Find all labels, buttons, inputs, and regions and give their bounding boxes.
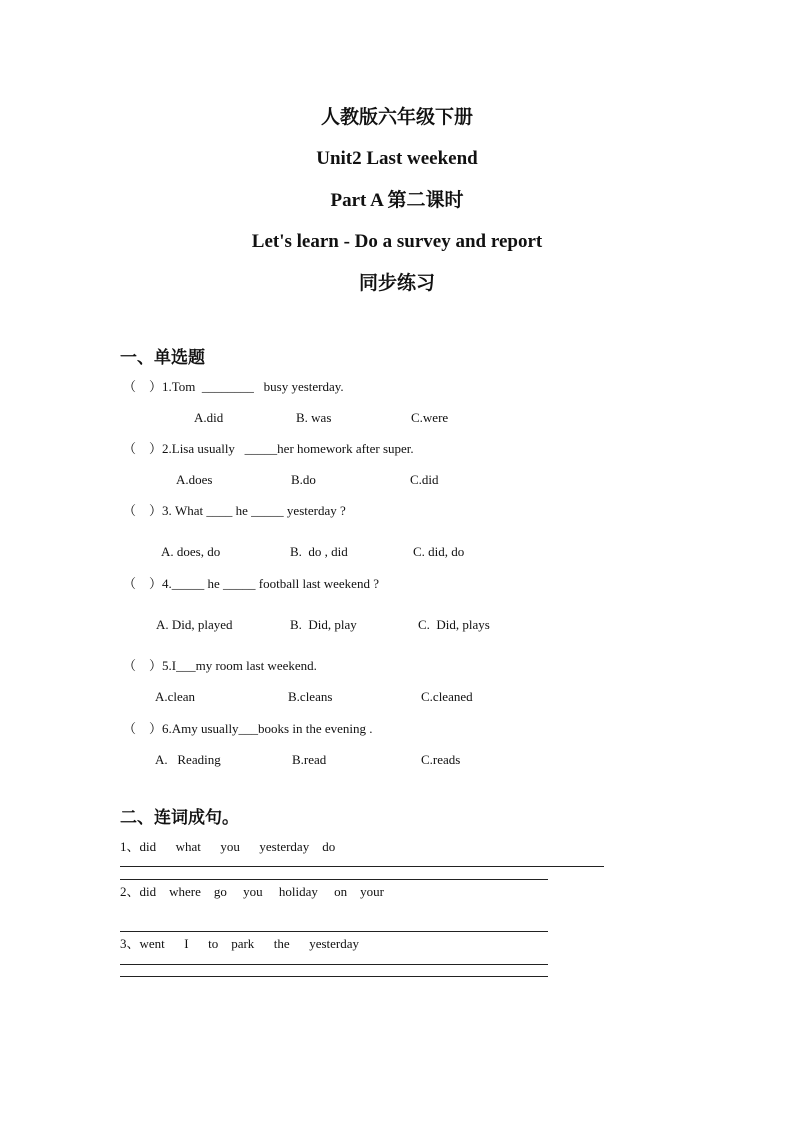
answer-line	[120, 976, 548, 977]
question-1-option-c: C.were	[411, 410, 449, 425]
question-4-option-b: B. Did, play	[290, 617, 357, 632]
sentence-item-1: 1、did what you yesterday do	[120, 839, 336, 854]
question-6-option-c: C.reads	[421, 752, 461, 767]
sentence-item-2: 2、did where go you holiday on your	[120, 884, 384, 899]
question-1: （ ）1.Tom ________ busy yesterday.	[123, 379, 344, 394]
title-grade: 人教版六年级下册	[320, 107, 473, 128]
answer-line	[120, 879, 548, 880]
answer-line	[120, 964, 548, 965]
question-5-option-c: C.cleaned	[421, 689, 473, 704]
question-4-option-a: A. Did, played	[156, 617, 233, 632]
question-1-option-b: B. was	[296, 410, 332, 425]
question-6: （ ）6.Amy usually___books in the evening .	[123, 721, 373, 736]
question-3-option-b: B. do , did	[290, 544, 348, 559]
title-unit: Unit2 Last weekend	[316, 148, 478, 169]
question-5-option-a: A.clean	[155, 689, 196, 704]
question-1-option-a: A.did	[194, 410, 224, 425]
sentence-item-3: 3、went I to park the yesterday	[120, 936, 360, 951]
title-lesson: Let's learn - Do a survey and report	[251, 231, 543, 252]
question-3-option-c: C. did, do	[413, 544, 465, 559]
question-2: （ ）2.Lisa usually _____her homework after super.	[123, 441, 414, 456]
question-4: （ ）4._____ he _____ football last weekend ?	[123, 576, 379, 591]
question-5-option-b: B.cleans	[288, 689, 333, 704]
question-2-option-c: C.did	[410, 472, 439, 487]
question-3-option-a: A. does, do	[161, 544, 221, 559]
question-6-option-b: B.read	[292, 752, 327, 767]
question-2-option-b: B.do	[291, 472, 316, 487]
section-single-choice-title: 一、单选题	[120, 348, 205, 368]
question-5: （ ）5.I___my room last weekend.	[123, 658, 317, 673]
section-sentence-building-title: 二、连词成句。	[120, 808, 239, 828]
title-part: Part A 第二课时	[330, 190, 464, 211]
question-3: （ ）3. What ____ he _____ yesterday ?	[123, 503, 346, 518]
title-practice: 同步练习	[358, 273, 435, 294]
question-4-option-c: C. Did, plays	[418, 617, 490, 632]
question-6-option-a: A. Reading	[155, 752, 221, 767]
answer-line	[120, 931, 548, 932]
answer-line	[120, 866, 604, 867]
question-2-option-a: A.does	[176, 472, 213, 487]
